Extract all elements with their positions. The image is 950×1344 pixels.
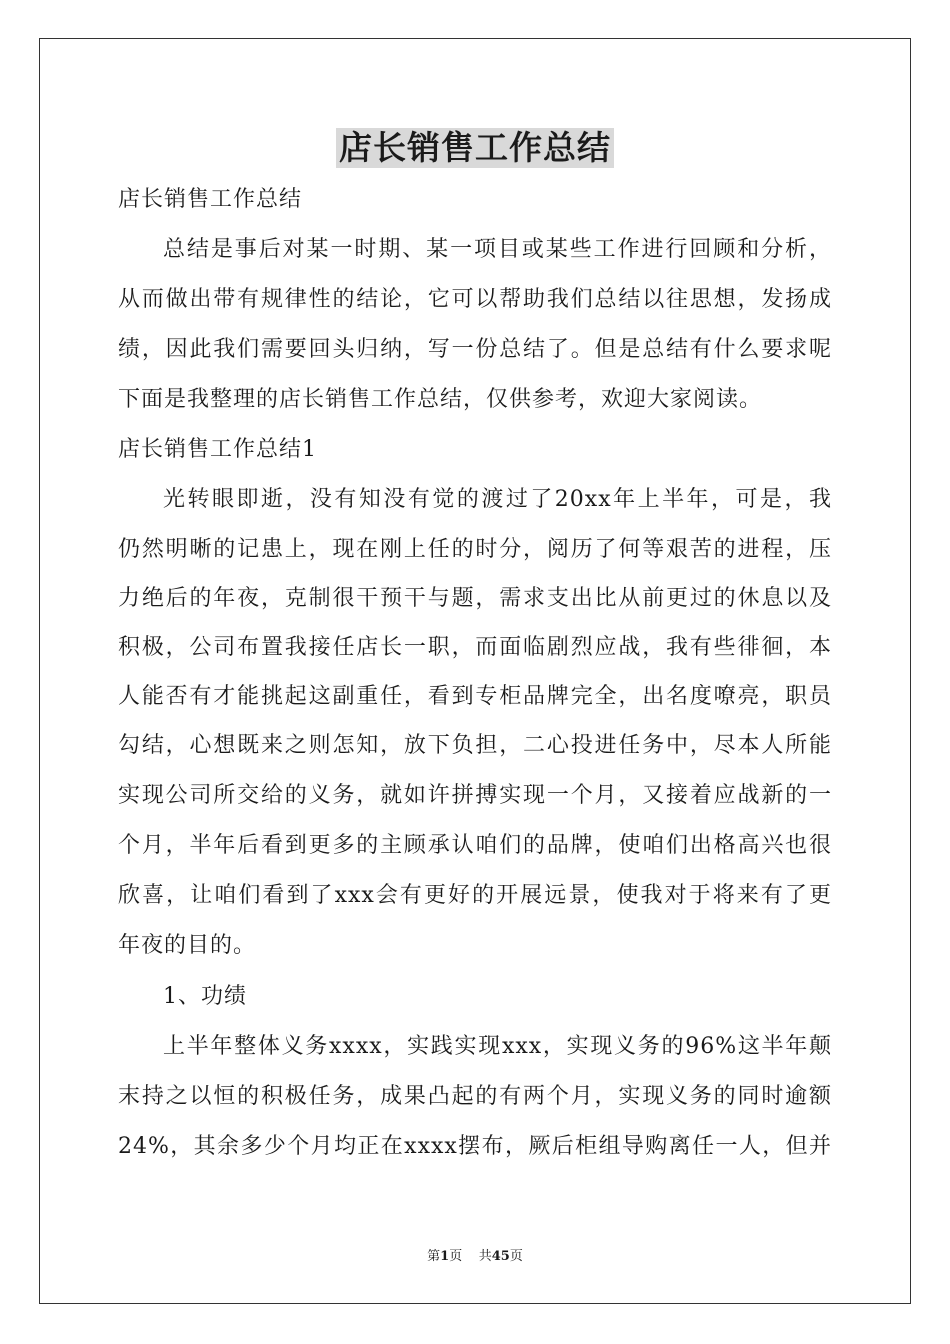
paragraph-line: 上半年整体义务xxxx，实践实现xxx，实现义务的96%这半年颠 [163,1034,832,1059]
total-pages: 45 [491,1249,510,1264]
subtitle-line: 店长销售工作总结 [118,187,303,212]
paragraph-line: 光转眼即逝，没有知没有觉的渡过了20xx年上半年，可是，我 [163,487,832,512]
paragraph-line: 实现公司所交给的义务，就如许拼搏实现一个月，又接着应战新的一 [118,783,832,808]
paragraph-line: 欣喜，让咱们看到了xxx会有更好的开展远景，使我对于将来有了更 [118,883,832,908]
page-number: 1 [440,1249,450,1264]
paragraph-line: 从而做出带有规律性的结论，它可以帮助我们总结以往思想，发扬成 [118,287,832,312]
page-footer [0,1248,950,1266]
paragraph-line: 力绝后的年夜，克制很干预干与题，需求支出比从前更过的休息以及 [118,586,832,611]
paragraph-line: 下面是我整理的店长销售工作总结，仅供参考，欢迎大家阅读。 [118,387,763,412]
paragraph-line: 仍然明晰的记患上，现在刚上任的时分，阅历了何等艰苦的进程，压 [118,537,832,562]
paragraph-line: 总结是事后对某一时期、某一项目或某些工作进行回顾和分析， [163,237,832,262]
footer-total-unit: 页 [509,1249,523,1264]
footer-prefix: 第 [427,1249,441,1264]
paragraph-line: 积极，公司布置我接任店长一职，而面临剧烈应战，我有些徘徊，本 [118,635,832,660]
footer-page-unit: 页 [449,1249,463,1264]
paragraph-line: 个月，半年后看到更多的主顾承认咱们的品牌，使咱们出格高兴也很 [118,833,832,858]
paragraph-line: 人能否有才能挑起这副重任，看到专柜品牌完全，出名度嘹亮，职员 [118,684,832,709]
paragraph-line: 绩，因此我们需要回头归纳，写一份总结了。但是总结有什么要求呢 [118,337,832,362]
title-container [0,128,950,168]
section-heading: 1、功绩 [163,984,247,1009]
paragraph-line: 年夜的目的。 [118,933,257,958]
paragraph-line: 勾结，心想既来之则怎知，放下负担，二心投进任务中，尽本人所能 [118,733,832,758]
section-heading: 店长销售工作总结1 [118,437,317,462]
paragraph-line: 24%，其余多少个月均正在xxxx摆布，厥后柜组导购离任一人，但并 [118,1134,832,1159]
paragraph-line: 末持之以恒的积极任务，成果凸起的有两个月，实现义务的同时逾额 [118,1084,832,1109]
footer-total-prefix: 共 [478,1249,492,1264]
page-border [39,38,911,1304]
document-title: 店长销售工作总结 [336,128,614,168]
